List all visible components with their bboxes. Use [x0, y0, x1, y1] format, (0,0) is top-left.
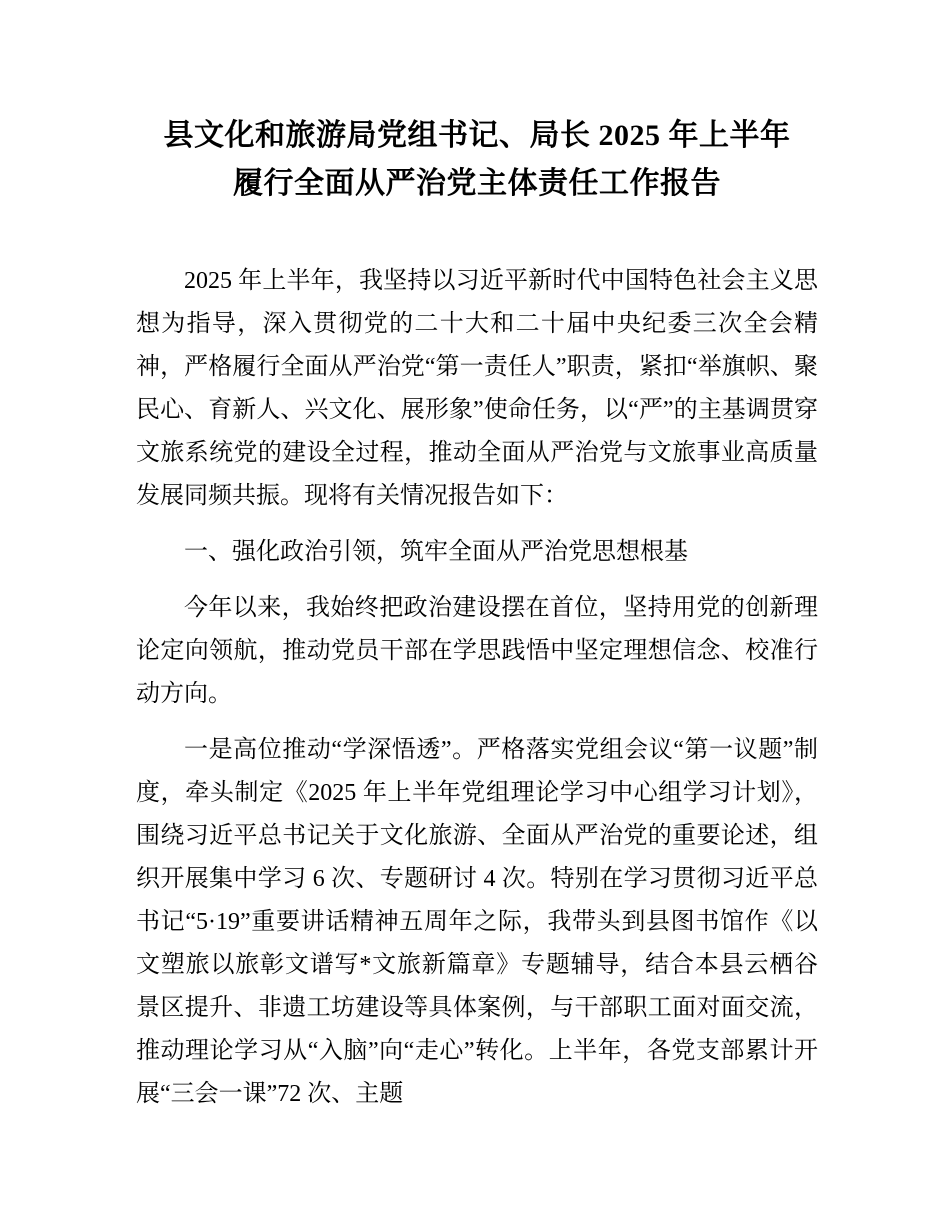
section-heading-1: 一、强化政治引领，筑牢全面从严治党思想根基: [184, 539, 688, 565]
document-title-line-1: 县文化和旅游局党组书记、局长 2025 年上半年: [163, 119, 791, 152]
document-title: [136, 112, 818, 208]
document-title-line-2: 履行全面从严治党主体责任工作报告: [233, 167, 721, 200]
paragraph-theory-study: 一是高位推动“学深悟透”。严格落实党组会议“第一议题”制度，牵头制定《2025 年上半年党组理论学习中心组学习计划》，围绕习近平总书记关于文化旅游、全面从严治党的重要论述，组织开展集中学习 6 次、专题研讨 4 次。特别在学习贯彻习近平总书记“5·19”重要讲话精神五周年之际，我带头到县图书馆作《以文塑旅以旅彰文谱写*文旅新篇章》专题辅导，结合本县云栖谷景区提升、非遗工坊建设等具体案例，与干部职工面对面交流，推动理论学习从“入脑”向“走心”转化。上半年，各党支部累计开展“三会一课”72 次、主题: [136, 737, 818, 1107]
paragraph-opening: 2025 年上半年，我坚持以习近平新时代中国特色社会主义思想为指导，深入贯彻党的二十大和二十届中央纪委三次全会精神，严格履行全面从严治党“第一责任人”职责，紧扣“举旗帜、聚民心、育新人、兴文化、展形象”使命任务，以“严”的主基调贯穿文旅系统党的建设全过程，推动全面从严治党与文旅事业高质量发展同频共振。现将有关情况报告如下：: [136, 268, 818, 509]
paragraph-political-building: 今年以来，我始终把政治建设摆在首位，坚持用党的创新理论定向领航，推动党员干部在学思践悟中坚定理想信念、校准行动方向。: [136, 595, 818, 707]
